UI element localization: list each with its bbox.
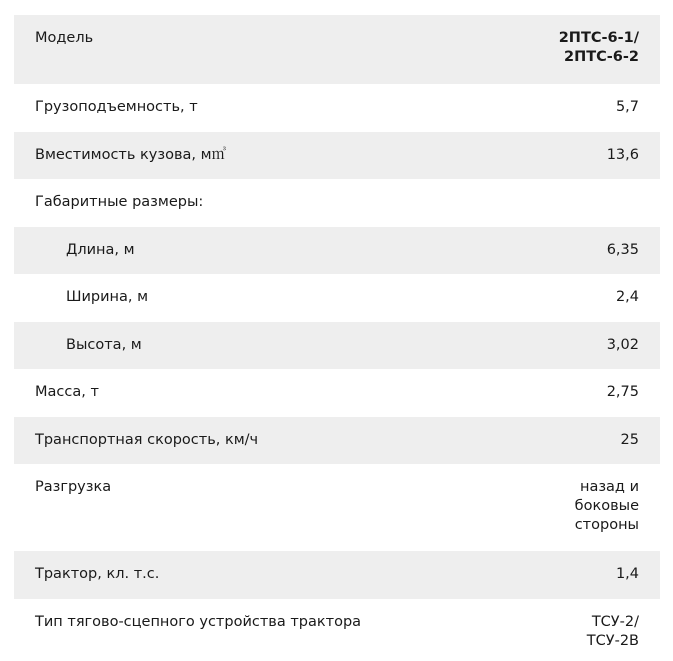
- row-label: Транспортная скорость, км/ч: [35, 431, 259, 448]
- table-row: [14, 84, 660, 132]
- row-value: 1,4: [615, 566, 639, 582]
- row-label: Тип тягово-сцепного устройства трактора: [35, 613, 362, 630]
- row-value: ТСУ-2/ ТСУ-2В: [586, 613, 639, 649]
- table-header-row: [14, 15, 660, 84]
- spec-table: [14, 15, 660, 661]
- table-row: [14, 227, 660, 275]
- row-label: Габаритные размеры:: [35, 194, 204, 210]
- table-row: [14, 369, 660, 417]
- table-row: [14, 551, 660, 599]
- row-value: 5,7: [615, 99, 639, 115]
- row-label: Трактор, кл. т.с.: [35, 566, 160, 582]
- table-row: [14, 274, 660, 322]
- table-row: [14, 322, 660, 370]
- row-label: Вместимость кузова, м㎥: [35, 146, 227, 163]
- row-label: Длина, м: [66, 241, 135, 258]
- row-value: 13,6: [606, 146, 639, 163]
- table-row: [14, 132, 660, 180]
- row-value: назад и боковые стороны: [574, 479, 639, 533]
- row-label: Разгрузка: [35, 479, 112, 495]
- table-row: [14, 417, 660, 465]
- row-value: 25: [620, 431, 639, 448]
- table-row: [14, 179, 660, 227]
- row-label: Ширина, м: [66, 289, 149, 305]
- row-value: 6,35: [606, 241, 639, 258]
- row-value: 2,4: [615, 289, 639, 305]
- table-row: [14, 599, 660, 661]
- table-row: [14, 464, 660, 551]
- row-value: 3,02: [606, 336, 639, 353]
- row-label: Высота, м: [66, 336, 142, 353]
- model-value: 2ПТС-6-1/ 2ПТС-6-2: [558, 30, 639, 65]
- model-label: Модель: [35, 30, 94, 46]
- row-label: Масса, т: [35, 384, 99, 400]
- row-value: 2,75: [606, 384, 639, 400]
- row-label: Грузоподъемность, т: [35, 99, 198, 115]
